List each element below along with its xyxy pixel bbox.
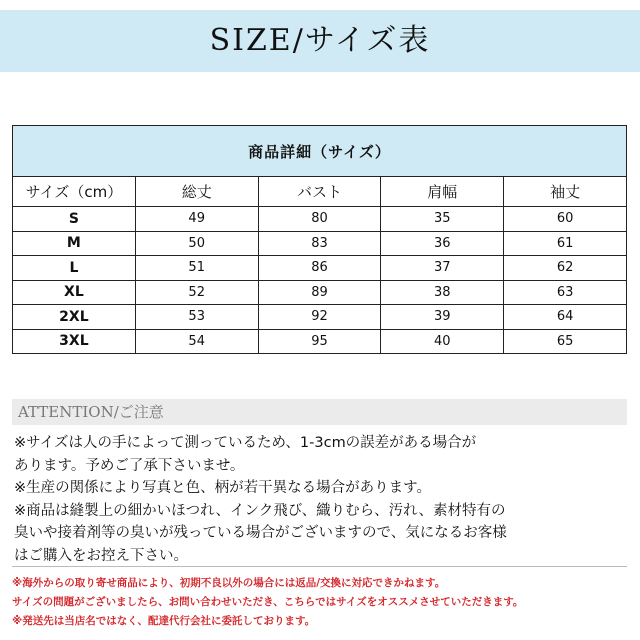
- note-line: ※生産の関係により写真と色、柄が若干異なる場合があります。: [14, 480, 431, 496]
- footer-note: ※発送先は当店名ではなく、配達代行会社に委託しております。: [12, 615, 316, 627]
- table-cell: 54: [135, 329, 258, 354]
- footer-notes: [12, 574, 632, 631]
- column-header: サイズ（cm）: [13, 177, 136, 207]
- attention-label: ATTENTION/ご注意: [18, 403, 164, 421]
- table-cell: 50: [135, 231, 258, 256]
- table-cell: 51: [135, 256, 258, 281]
- column-header: 袖丈: [504, 177, 627, 207]
- column-header: 総丈: [135, 177, 258, 207]
- size-label-cell: 2XL: [13, 305, 136, 330]
- note-line: ※商品は縫製上の細かいほつれ、インク飛び、織りむら、汚れ、素材特有の: [14, 502, 506, 519]
- column-header: バスト: [258, 177, 381, 207]
- table-cell: 61: [504, 231, 627, 256]
- table-cell: 52: [135, 280, 258, 305]
- size-label-cell: XL: [13, 280, 136, 305]
- table-cell: 89: [258, 280, 381, 305]
- table-cell: 65: [504, 329, 627, 354]
- table-cell: 60: [504, 207, 627, 232]
- divider: [12, 566, 627, 567]
- size-label-cell: S: [13, 207, 136, 232]
- table-row: [13, 231, 627, 256]
- note-line: あります。予めご了承下さいませ。: [14, 457, 245, 474]
- table-cell: 83: [258, 231, 381, 256]
- size-label-cell: L: [13, 256, 136, 281]
- table-row: [13, 329, 627, 354]
- table-cell: 64: [504, 305, 627, 330]
- attention-notes: [14, 432, 629, 567]
- table-cell: 37: [381, 256, 504, 281]
- table-cell: 86: [258, 256, 381, 281]
- header-banner: [0, 10, 640, 72]
- table-header-row: [13, 177, 627, 207]
- table-row: [13, 305, 627, 330]
- table-row: [13, 207, 627, 232]
- table-cell: 63: [504, 280, 627, 305]
- table-cell: 40: [381, 329, 504, 354]
- page-title: SIZE/サイズ表: [209, 23, 431, 58]
- table-caption: 商品詳細（サイズ）: [13, 126, 627, 177]
- table-cell: 38: [381, 280, 504, 305]
- size-table: [12, 125, 627, 354]
- note-line: はご購入をお控え下さい。: [14, 547, 188, 564]
- column-header: 肩幅: [381, 177, 504, 207]
- table-row: [13, 280, 627, 305]
- table-cell: 92: [258, 305, 381, 330]
- note-line: 臭いや接着剤等の臭いが残っている場合がございますので、気になるお客様: [14, 525, 507, 541]
- footer-note: ※海外からの取り寄せ商品により、初期不良以外の場合には返品/交換に対応できかねます。: [12, 577, 446, 589]
- footer-note: サイズの問題がございましたら、お問い合わせいただき、こちらではサイズをオススメさせていただきます。: [12, 596, 524, 608]
- size-label-cell: 3XL: [13, 329, 136, 354]
- table-cell: 80: [258, 207, 381, 232]
- table-cell: 39: [381, 305, 504, 330]
- size-label-cell: M: [13, 231, 136, 256]
- table-cell: 62: [504, 256, 627, 281]
- table-cell: 53: [135, 305, 258, 330]
- attention-bar: [12, 399, 627, 425]
- table-cell: 49: [135, 207, 258, 232]
- table-cell: 36: [381, 231, 504, 256]
- table-cell: 95: [258, 329, 381, 354]
- table-cell: 35: [381, 207, 504, 232]
- table-row: [13, 256, 627, 281]
- note-line: ※サイズは人の手によって測っているため、1-3cmの誤差がある場合が: [14, 435, 477, 451]
